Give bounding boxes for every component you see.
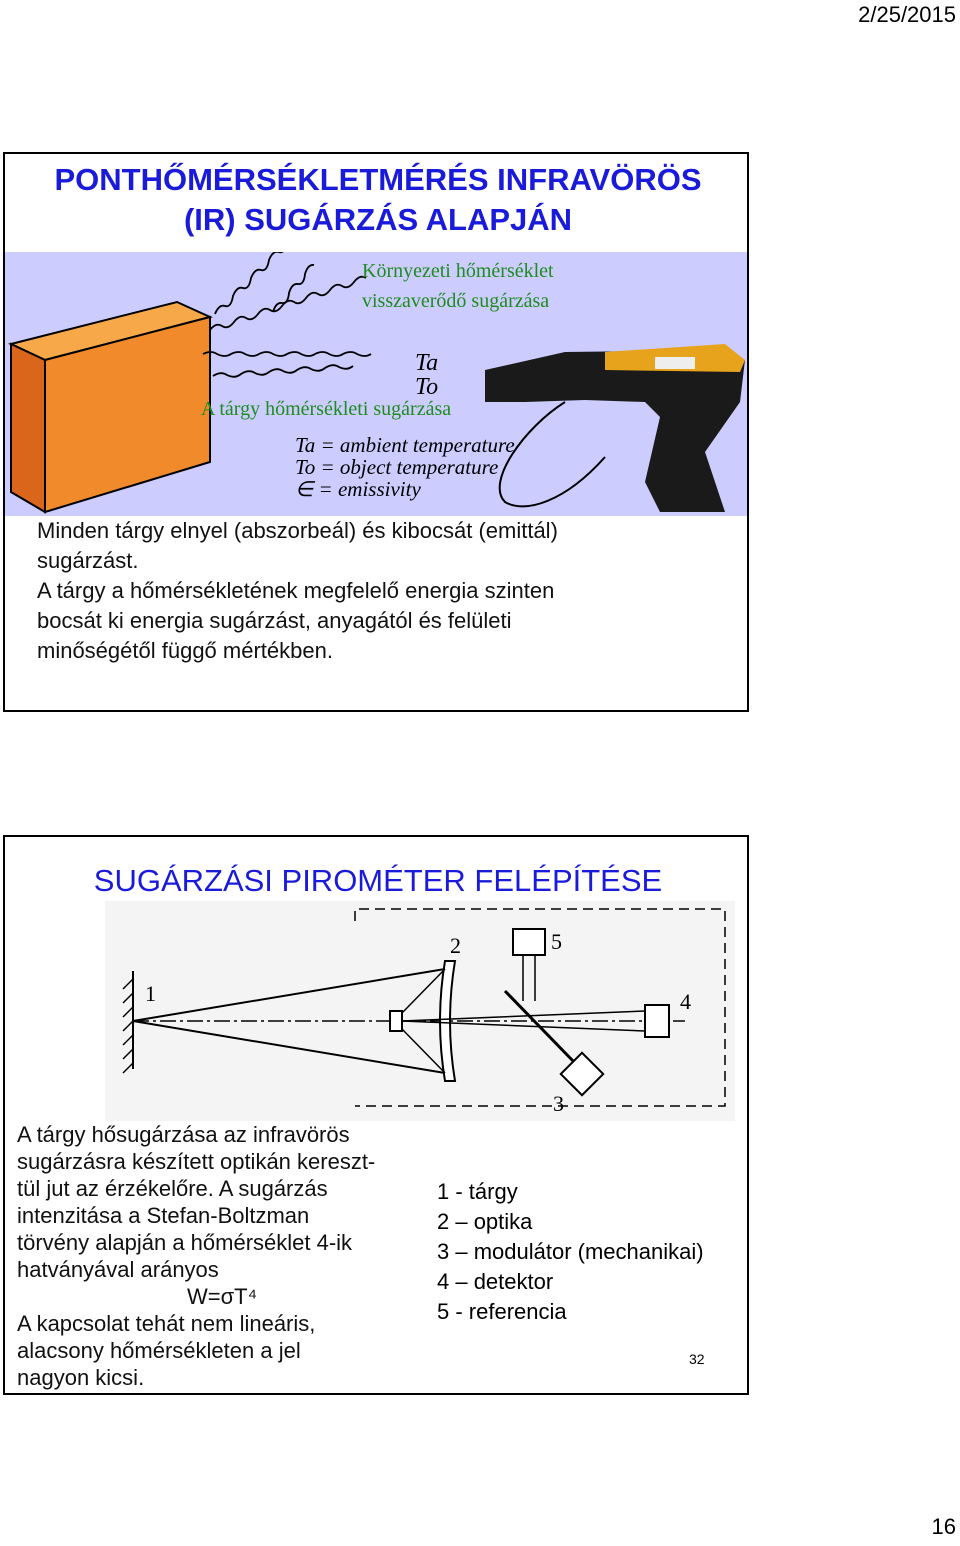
body-line: A tárgy hősugárzása az infravörös bbox=[17, 1122, 350, 1147]
label-ta: Ta bbox=[415, 350, 439, 376]
body-line: alacsony hőmérsékleten a jel bbox=[17, 1338, 301, 1363]
slide-number: 32 bbox=[689, 1351, 705, 1367]
slide-title: SUGÁRZÁSI PIROMÉTER FELÉPÍTÉSE bbox=[93, 863, 663, 898]
body-line: sugárzást. bbox=[37, 548, 139, 573]
body-line: sugárzásra készített optikán kereszt- bbox=[17, 1149, 376, 1174]
diagram-label-3: 3 bbox=[553, 1091, 564, 1116]
body-line: bocsát ki energia sugárzást, anyagától és felületi bbox=[37, 608, 512, 633]
label-to: To bbox=[415, 374, 439, 400]
body-line: Minden tárgy elnyel (abszorbeál) és kibocsát (emittál) bbox=[37, 518, 558, 543]
diagram-legend bbox=[437, 1177, 704, 1327]
legend-item: 4 – detektor bbox=[437, 1269, 554, 1294]
reflected-rays bbox=[203, 252, 371, 377]
slide-pyrometer-structure bbox=[3, 835, 749, 1395]
body-line: hatványával arányos bbox=[17, 1257, 219, 1282]
secondary-mirror bbox=[390, 1011, 402, 1031]
ir-thermometer-illustration bbox=[5, 252, 749, 516]
page-number: 16 bbox=[931, 1514, 956, 1539]
title-line-2: (IR) SUGÁRZÁS ALAPJÁN bbox=[183, 202, 573, 237]
body-line: A kapcsolat tehát nem lineáris, bbox=[17, 1311, 316, 1336]
stefan-boltzmann-formula: W=σT⁴ bbox=[186, 1284, 258, 1309]
diagram-label-1: 1 bbox=[145, 981, 156, 1006]
legend-item: 2 – optika bbox=[437, 1209, 533, 1234]
legend-to: To = object temperature bbox=[295, 455, 499, 479]
diagram-label-4: 4 bbox=[680, 989, 691, 1014]
reference-box bbox=[513, 929, 545, 955]
body-line: minőségétől függő mértékben. bbox=[37, 638, 333, 663]
slide-title bbox=[5, 160, 749, 240]
diagram-label-2: 2 bbox=[450, 933, 461, 958]
header-date: 2/25/2015 bbox=[858, 2, 956, 27]
ir-thermometer-gun bbox=[485, 344, 745, 512]
title-line-1: PONTHŐMÉRSÉKLETMÉRÉS INFRAVÖRÖS bbox=[54, 162, 702, 197]
slide2-body bbox=[17, 1121, 427, 1391]
body-line: törvény alapján a hőmérséklet 4-ik bbox=[17, 1230, 353, 1255]
legend-item: 1 - tárgy bbox=[437, 1179, 518, 1204]
legend-ta: Ta = ambient temperature bbox=[295, 433, 515, 457]
caption-ambient-1: Környezeti hőmérséklet bbox=[362, 260, 554, 282]
body-line: intenzitása a Stefan-Boltzman bbox=[17, 1203, 310, 1228]
detector-box bbox=[645, 1005, 669, 1037]
slide-ir-measurement bbox=[3, 152, 749, 712]
body-line: A tárgy a hőmérsékletének megfelelő energia szinten bbox=[37, 578, 555, 603]
slide1-body bbox=[37, 516, 737, 666]
body-line: tül jut az érzékelőre. A sugárzás bbox=[17, 1176, 328, 1201]
legend-item: 5 - referencia bbox=[437, 1299, 567, 1324]
legend-emissivity: ∈ = emissivity bbox=[295, 477, 421, 501]
pyrometer-diagram bbox=[105, 901, 735, 1121]
body-line: nagyon kicsi. bbox=[17, 1365, 145, 1390]
legend-item: 3 – modulátor (mechanikai) bbox=[437, 1239, 704, 1264]
object-block bbox=[11, 302, 210, 512]
caption-object: A tárgy hőmérsékleti sugárzása bbox=[201, 398, 452, 420]
diagram-label-5: 5 bbox=[551, 929, 562, 954]
caption-ambient-2: visszaverődő sugárzása bbox=[362, 290, 550, 312]
